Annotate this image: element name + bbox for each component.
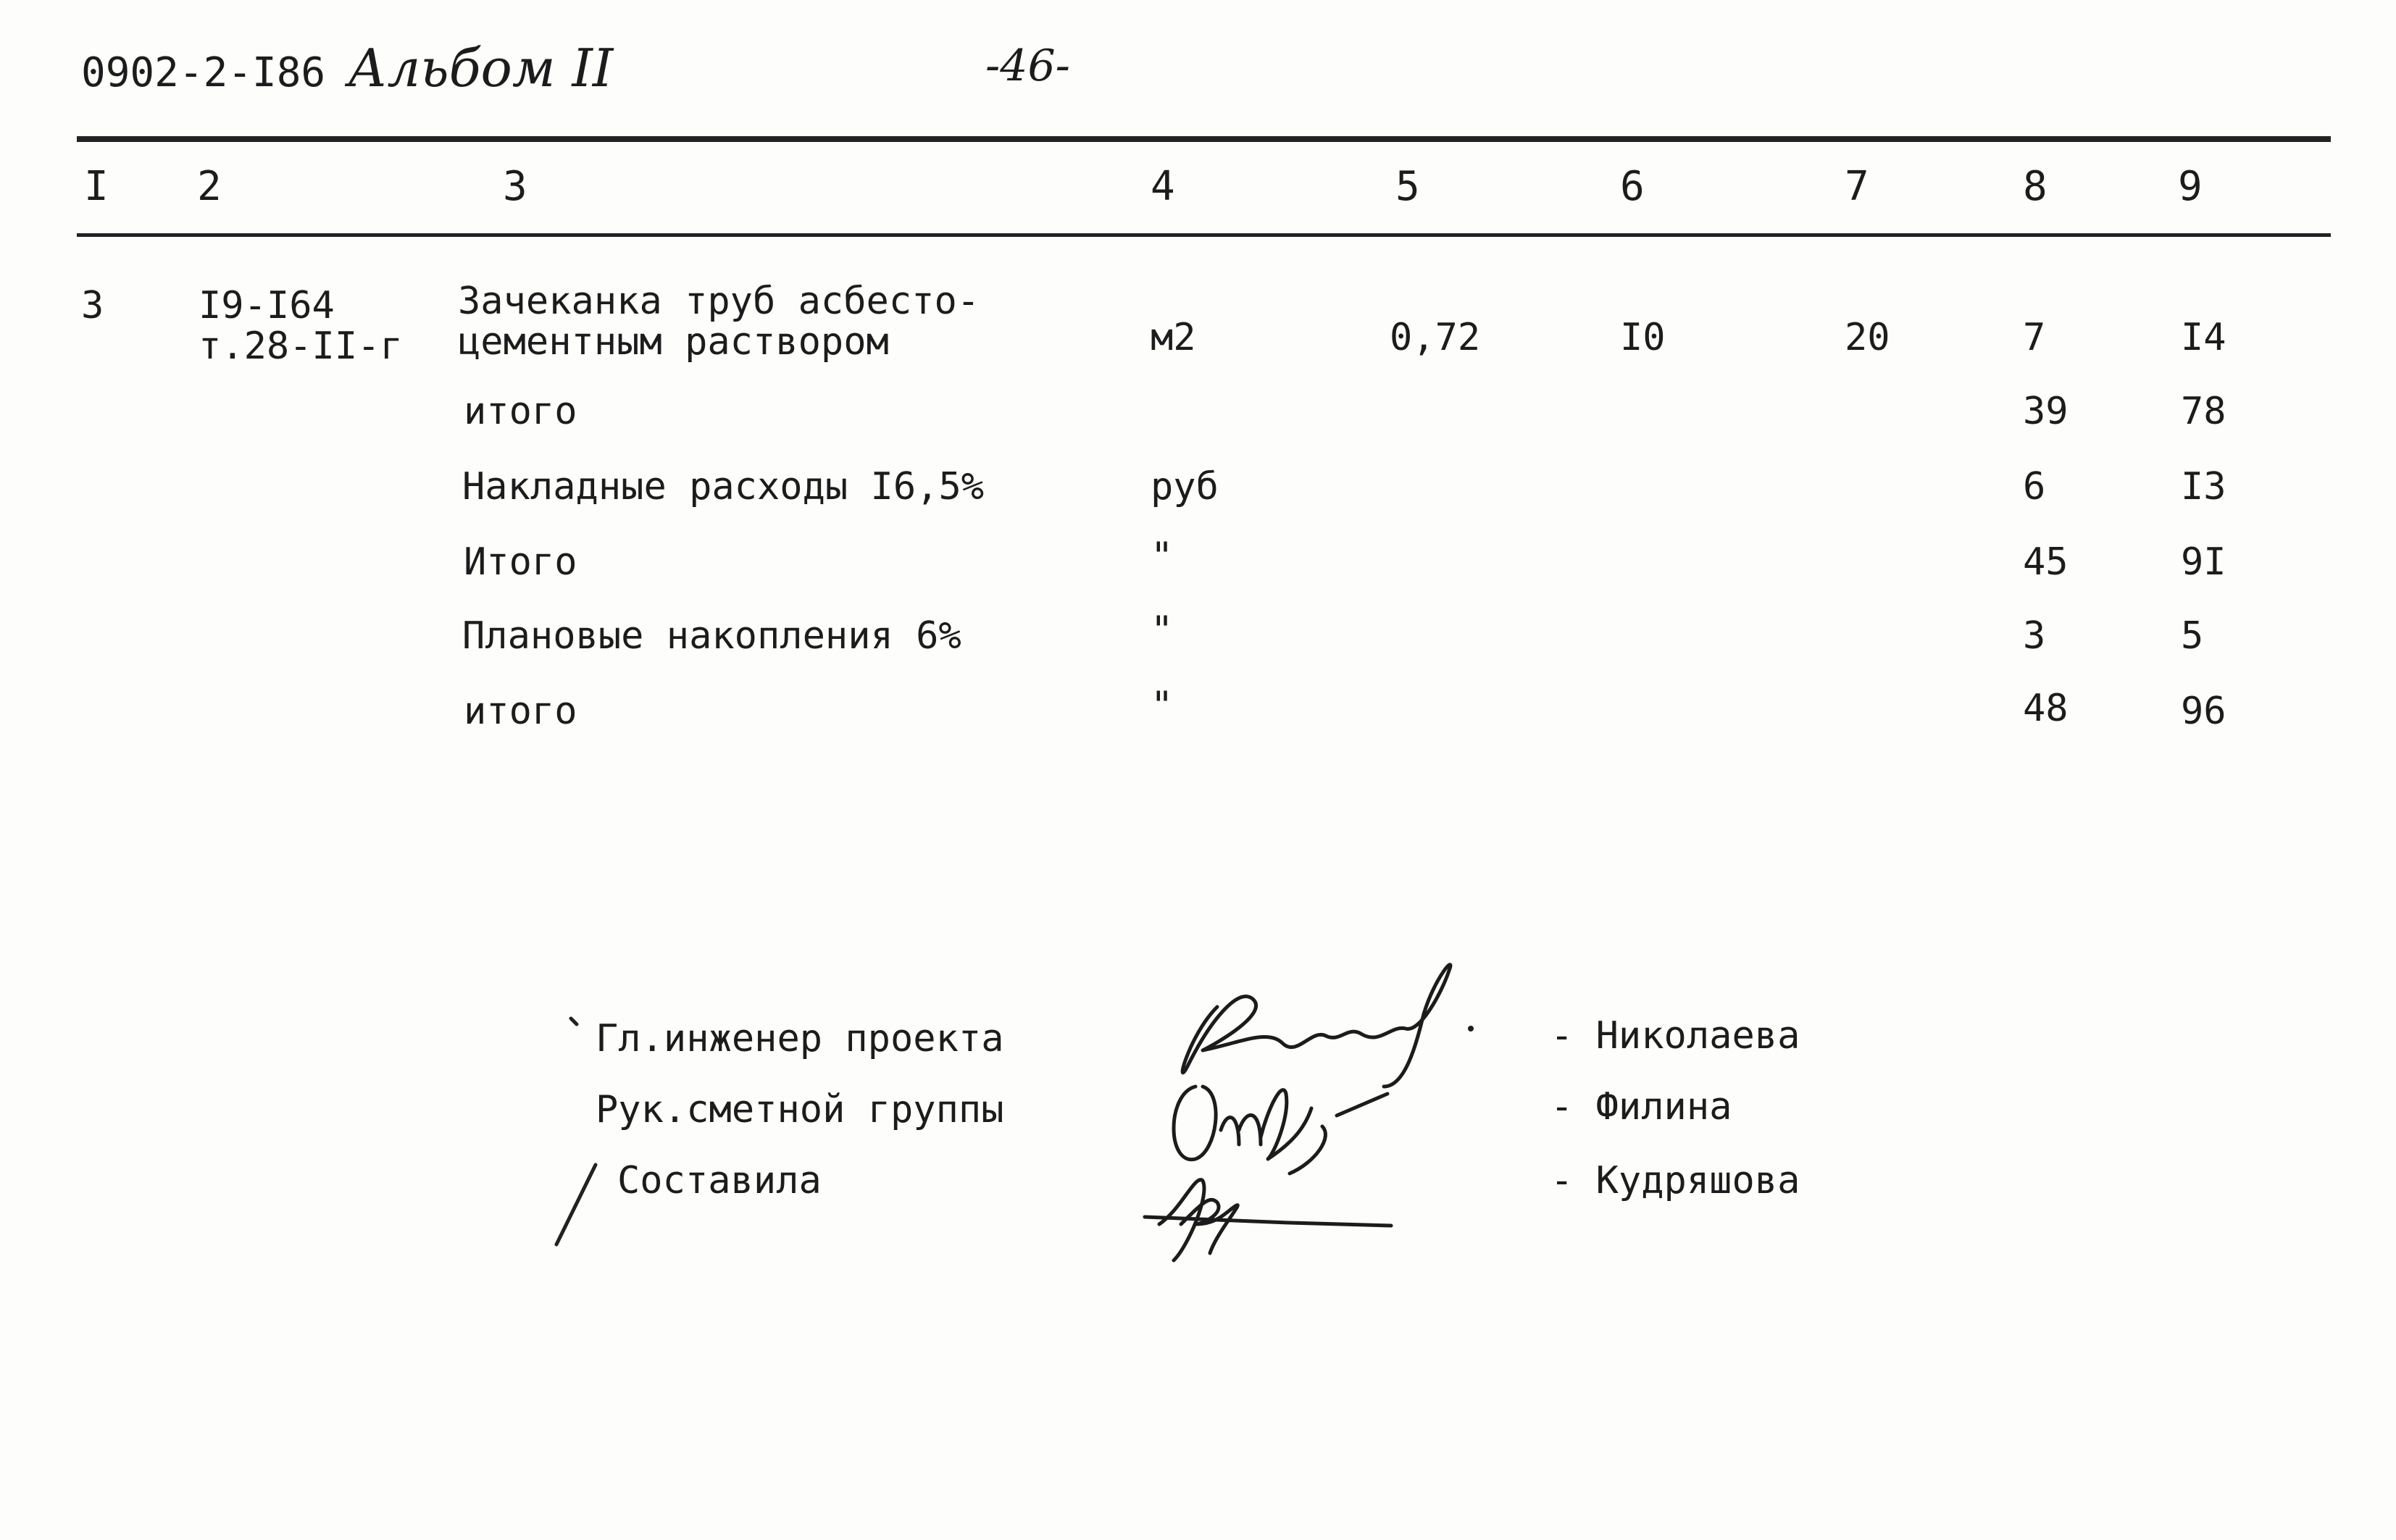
column-header-8: 8	[2023, 163, 2048, 210]
row-label: Итого	[464, 540, 577, 584]
signatory-name: - Николаева	[1550, 1014, 1800, 1058]
unit: м2	[1151, 316, 1196, 359]
cell-col5: 0,72	[1390, 316, 1481, 359]
column-header-5: 5	[1395, 163, 1420, 210]
row-label: итого	[464, 690, 577, 733]
handwritten-stroke	[551, 1014, 609, 1253]
signature-kudryashova	[1130, 1144, 1406, 1268]
signatory-name: - Филина	[1550, 1085, 1732, 1129]
page-number: -46-	[985, 41, 1070, 91]
album-label: Альбом II	[348, 38, 614, 99]
column-header-3: 3	[503, 163, 527, 210]
column-header-6: 6	[1620, 163, 1645, 210]
column-header-9: 9	[2178, 163, 2203, 210]
norm-code: I9-I64 т.28-II-г	[199, 284, 403, 368]
signature-role: Рук.сметной группы	[596, 1088, 1004, 1131]
table-header-rule	[77, 233, 2331, 237]
cell-col9: I3	[2181, 465, 2226, 509]
cell-col9: 96	[2181, 690, 2226, 733]
column-header-4: 4	[1151, 163, 1175, 210]
signatory-name: - Кудряшова	[1550, 1159, 1800, 1202]
column-header-7: 7	[1845, 163, 1869, 210]
cell-col9: I4	[2181, 316, 2226, 359]
cell-col9: 9I	[2181, 540, 2226, 584]
signature-role: Гл.инженер проекта	[596, 1017, 1004, 1060]
signature-role: Составила	[617, 1159, 822, 1202]
ditto-mark: "	[1151, 535, 1174, 578]
table-top-rule	[77, 136, 2331, 142]
cell-col9: 78	[2181, 390, 2226, 433]
ditto-mark: "	[1151, 684, 1174, 727]
cell-col8: 48	[2023, 687, 2069, 730]
cell-col8: 7	[2023, 316, 2046, 359]
cell-col7: 20	[1845, 316, 1890, 359]
document-code: 0902-2-I86	[81, 49, 326, 96]
column-header-2: 2	[197, 163, 222, 210]
row-label: Плановые накопления 6%	[462, 614, 961, 658]
unit: руб	[1151, 465, 1219, 509]
cell-col6: I0	[1620, 316, 1666, 359]
row-label: Накладные расходы I6,5%	[462, 465, 985, 509]
row-number: 3	[81, 284, 104, 327]
row-label: итого	[464, 390, 577, 433]
cell-col9: 5	[2181, 614, 2204, 658]
cell-col8: 45	[2023, 540, 2069, 584]
work-name: Зачеканка труб асбесто- цементным раствором	[458, 280, 980, 364]
column-header-1: I	[84, 163, 109, 210]
cell-col8: 39	[2023, 390, 2069, 433]
ditto-mark: "	[1151, 608, 1174, 652]
cell-col8: 6	[2023, 465, 2046, 509]
cell-col8: 3	[2023, 614, 2046, 658]
